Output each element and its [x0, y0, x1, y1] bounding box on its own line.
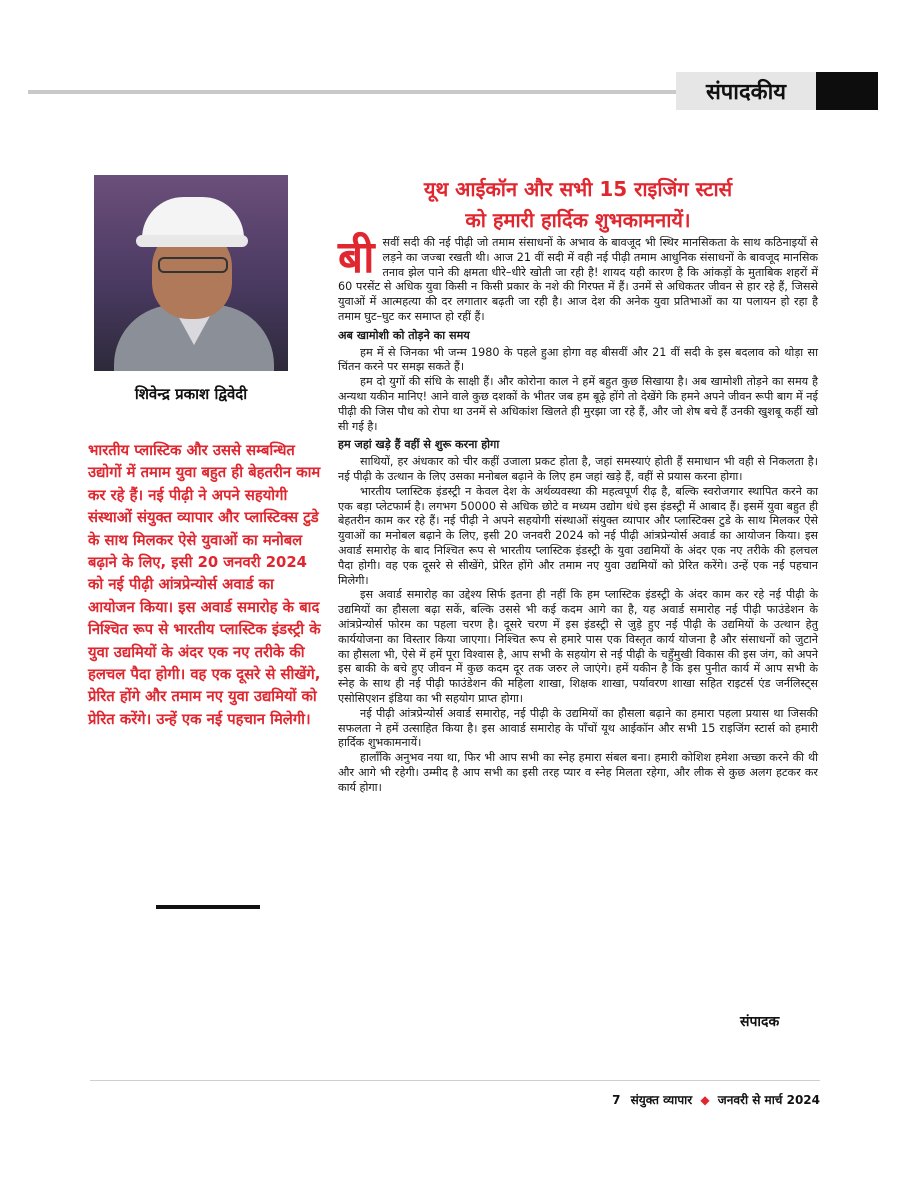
issue-date: जनवरी से मार्च 2024 — [717, 1093, 820, 1107]
pull-quote-rule — [156, 905, 260, 909]
footer-rule — [90, 1080, 820, 1081]
article-signoff: संपादक — [740, 1014, 780, 1030]
author-photo — [94, 175, 288, 371]
article-paragraph: हालाँकि अनुभव नया था, फिर भी आप सभी का स्नेह हमारा संबल बना। हमारी कोशिश हमेशा अच्छा करने की थी और आगे भी रहेगी। उम्मीद है आप सभी का इसी तरह प्यार व स्नेह मिलता रहेगा, और लीक से कुछ अलग हटकर कर कार्य होगा। — [338, 751, 818, 794]
article-paragraph: साथियों, हर अंधकार को चीर कहीं उजाला प्रकट होता है, जहां समस्याएं होती हैं समाधान भी वही से निकलता है। नई पीढ़ी के उत्थान के लिए उसका मनोबल बढ़ाने के लिए हम जहां खड़े हैं, वहीं से प्रयास करना होगा। — [338, 455, 818, 483]
article-paragraph: हम दो युगों की संधि के साक्षी हैं। और कोरोना काल ने हमें बहुत कुछ सिखाया है। अब खामोशी तोड़ने का समय है अन्यथा यकीन मानिए! आने वाले कुछ दशकों के भीतर जब हम बूढ़े होंगे तो देखेंगे कि हमने अपने जीवन रूपी बाग में नई पीढ़ी की जिस पौध को रोपा था उनमें से अधिकांश खिलते ही मुरझा जा रहे हैं, और जो शेष बचे हैं उनकी खुशबू कहीं खो सी गई है। — [338, 375, 818, 433]
section-label-block — [816, 72, 878, 110]
article-paragraph: भारतीय प्लास्टिक इंडस्ट्री न केवल देश के अर्थव्यवस्था की महत्वपूर्ण रीढ़ है, बल्कि स्वरोजगार स्थापित करने का एक बड़ा प्लेटफार्म है। लगभग 50000 से अधिक छोटे व मध्यम उद्योग धंधे इस इंडस्ट्री में आबाद हैं। इसमें युवा बहुत ही बेहतरीन काम कर रहे हैं। नई पीढ़ी ने अपने सहयोगी संस्थाओं संयुक्त व्यापार और प्लास्टिक्स टुडे के साथ मिलकर ऐसे युवाओं का मनोबल बढ़ाने के लिए, इसी 20 जनवरी 2024 को नई पीढ़ी आंत्रप्रेन्योर्स अवार्ड का आयोजन किया। इस अवार्ड समारोह के बाद निश्चित रूप से भारतीय प्लास्टिक इंडस्ट्री के युवा उद्यमियों के अंदर एक नए तरीके की हलचल पैदा होगी। वह एक दूसरे से सीखेंगे, प्रेरित होंगे और तमाम नए युवा उद्यमियों को प्रेरित करेंगे। उन्हें एक नई पहचान मिलेगी। — [338, 484, 818, 587]
pull-quote: भारतीय प्लास्टिक और उससे सम्बन्धित उद्योगों में तमाम युवा बहुत ही बेहतरीन काम कर रहे हैं। नई पीढ़ी ने अपने सहयोगी संस्थाओं संयुक्त व्यापार और प्लास्टिक्स टुडे के साथ मिलकर ऐसे युवाओं का मनोबल बढ़ाने के लिए, इसी 20 जनवरी 2024 को नई पीढ़ी आंत्रप्रेन्योर्स अवार्ड का आयोजन किया। इस अवार्ड समारोह के बाद निश्चित रूप से भारतीय प्लास्टिक इंडस्ट्री के युवा उद्यमियों के अंदर एक नए तरीके की हलचल पैदा होगी। वह एक दूसरे से सीखेंगे, प्रेरित होंगे और तमाम नए युवा उद्यमियों को प्रेरित करेंगे। उन्हें एक नई पहचान मिलेगी। — [88, 442, 321, 728]
article-title-line-2: को हमारी हार्दिक शुभकामनायें। — [465, 208, 691, 232]
section-label: संपादकीय — [676, 72, 816, 110]
author-photo-glasses — [158, 257, 228, 273]
article-title-line-1: यूथ आईकॉन और सभी 15 राइजिंग स्टार्स — [423, 177, 733, 201]
article-paragraph: हम में से जिनका भी जन्म 1980 के पहले हुआ होगा वह बीसवीं और 21 वीं सदी के इस बदलाव को थोड़ा सा चिंतन करने पर समझ सकते हैं। — [338, 345, 818, 374]
header-rule — [28, 90, 676, 94]
diamond-icon: ◆ — [700, 1093, 710, 1107]
article-subheading: हम जहां खड़े हैं वहीं से शुरू करना होगा — [338, 438, 500, 452]
article-paragraph-text: सवीं सदी की नई पीढ़ी जो तमाम संसाधनों के अभाव के बावजूद भी स्थिर मानसिकता के साथ कठिनाइयों से लड़ने का जज्बा रखती थी। आज 21 वीं सदी में वही नई पीढ़ी तमाम आधुनिक संसाधनों के बावजूद मानसिक तनाव झेल पाने की क्षमता धीरे–धीरे खोती जा रही है! शायद यही कारण है कि आंकड़ों के मुताबिक शहरों में 60 परसेंट से अधिक युवा किसी न किसी प्रकार के नशे की गिरफ्त में हैं। उनमें से अधिकतर जीवन से हार रहे हैं, जिससे युवाओं में आत्महत्या की दर लगातार बढ़ती जा रही है। आज देश की अनेक युवा प्रतिभाओं का या पलायन हो रहा है तमाम घुट–घुट कर समाप्त हो रहीं हैं। — [338, 236, 818, 323]
publication-name: संयुक्त व्यापार — [630, 1093, 693, 1107]
article-paragraph: इस अवार्ड समारोह का उद्देश्य सिर्फ इतना ही नहीं कि हम प्लास्टिक इंडस्ट्री के अंदर काम कर रहे नई पीढ़ी के उद्यमियों का हौसला बढ़ा सकें, बल्कि उससे भी कई कदम आगे का है, यह अवार्ड समारोह नई पीढ़ी फाउंडेशन के आंत्रप्रेन्योर्स फोरम का पहला चरण है। दूसरे चरण में इस इंडस्ट्री से जुड़े हुए नई पीढ़ी के उद्यमियों के उत्थान हेतु कार्ययोजना का विस्तार किया जाएगा। निश्चित रूप से हमारे पास एक विस्तृत कार्य योजना है और संसाधनों को जुटाने का हौसला भी, ऐसे में हमें पूरा विश्वास है, आप सभी के सहयोग से नई पीढ़ी के चहुँमुखी विकास की इस जंग, को अपने इस बाकी के बचे हुए जीवन में कुछ कदम दूर तक जरुर ले जाएंगे। हमें यकीन है कि इस पुनीत कार्य में आप सभी के स्नेह के साथ ही नई पीढ़ी फाउंडेशन की महिला शाखा, शिक्षक शाखा, पर्यावरण शाखा सहित राइटर्स एंड जर्नलिस्ट्स एसोसिएशन इंडिया का भी सहयोग प्राप्त होगा। — [338, 588, 818, 705]
author-name: शिवेन्द्र प्रकाश द्विवेदी — [134, 385, 248, 403]
page-number: 7 — [612, 1093, 621, 1107]
article-body — [338, 232, 818, 795]
article-title — [336, 174, 820, 236]
drop-cap: बी — [338, 232, 375, 283]
article-subheading: अब खामोशी को तोड़ने का समय — [338, 328, 470, 342]
article-paragraph: नई पीढ़ी आंत्रप्रेन्योर्स अवार्ड समारोह, नई पीढ़ी के उद्यमियों का हौसला बढ़ाने का हमारा पहला प्रयास था जिसकी सफलता ने हमें उत्साहित किया है। इस आवार्ड समारोह के पाँचों यूथ आईकॉन और सभी 15 राइजिंग स्टार्स को हमारी हार्दिक शुभकामनायें। — [338, 706, 818, 750]
page-footer — [600, 1091, 820, 1108]
author-photo-cap-brim — [136, 235, 248, 247]
article-paragraph — [338, 232, 818, 325]
